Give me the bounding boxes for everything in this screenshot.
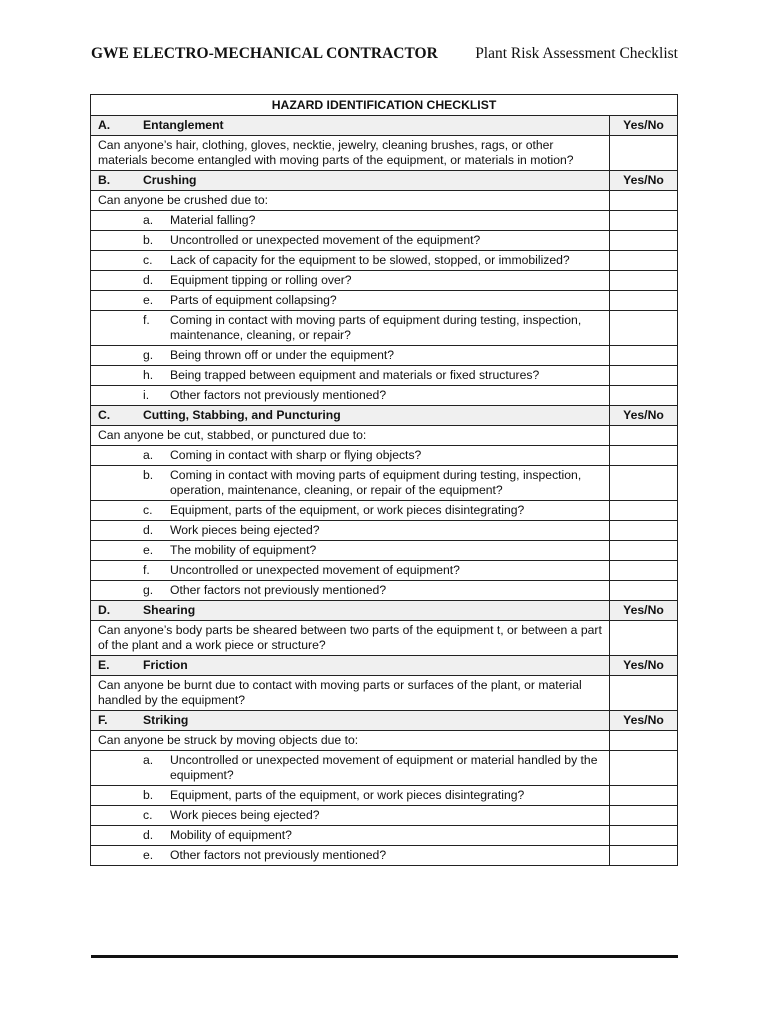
- item-letter: g.: [143, 583, 154, 597]
- answer-cell[interactable]: [610, 271, 678, 291]
- item-text: Being thrown off or under the equipment?: [170, 348, 395, 362]
- answer-cell[interactable]: [610, 581, 678, 601]
- section-heading: [91, 116, 610, 136]
- checklist-item-row: [91, 751, 678, 786]
- answer-label: Yes/No: [610, 116, 678, 136]
- answer-cell[interactable]: [610, 676, 678, 711]
- answer-cell[interactable]: [610, 806, 678, 826]
- answer-cell[interactable]: [610, 826, 678, 846]
- section-letter: A.: [98, 118, 111, 132]
- item-text: Uncontrolled or unexpected movement of equipment or material handled by the equipment?: [170, 753, 598, 782]
- checklist-item-content: [98, 583, 602, 598]
- item-text: Lack of capacity for the equipment to be slowed, stopped, or immobilized?: [170, 253, 570, 267]
- answer-cell[interactable]: [610, 731, 678, 751]
- checklist-item: [91, 846, 610, 866]
- checklist-item-content: [98, 848, 602, 863]
- item-letter: a.: [143, 753, 154, 767]
- checklist-item-row: [91, 541, 678, 561]
- checklist-item-row: [91, 826, 678, 846]
- question-row: [91, 676, 678, 711]
- item-text: Being trapped between equipment and materials or fixed structures?: [170, 368, 540, 382]
- question-row: [91, 136, 678, 171]
- footer-rule: [91, 955, 678, 958]
- checklist-item: [91, 581, 610, 601]
- checklist-item-content: [98, 388, 602, 403]
- checklist-item-content: [98, 253, 602, 268]
- item-letter: b.: [143, 233, 154, 247]
- item-letter: c.: [143, 253, 153, 267]
- checklist-item-row: [91, 311, 678, 346]
- checklist-item-content: [98, 808, 602, 823]
- checklist-item-content: [98, 563, 602, 578]
- item-letter: d.: [143, 273, 154, 287]
- checklist-item-content: [98, 213, 602, 228]
- checklist-item-content: [98, 753, 602, 783]
- answer-cell[interactable]: [610, 751, 678, 786]
- checklist-item-row: [91, 561, 678, 581]
- section-header-row: [91, 116, 678, 136]
- checklist-item-content: [98, 313, 602, 343]
- checklist-item-row: [91, 231, 678, 251]
- section-header-row: [91, 171, 678, 191]
- checklist-item-row: [91, 291, 678, 311]
- section-heading: [91, 656, 610, 676]
- question-text: Can anyone be burnt due to contact with moving parts or surfaces of the plant, or material handled by the equipment?: [91, 676, 610, 711]
- answer-cell[interactable]: [610, 446, 678, 466]
- section-heading: [91, 171, 610, 191]
- checklist-item: [91, 251, 610, 271]
- answer-cell[interactable]: [610, 426, 678, 446]
- checklist-item: [91, 231, 610, 251]
- item-letter: a.: [143, 213, 154, 227]
- checklist-item-row: [91, 581, 678, 601]
- item-letter: c.: [143, 503, 153, 517]
- item-text: Uncontrolled or unexpected movement of the equipment?: [170, 233, 481, 247]
- item-letter: g.: [143, 348, 154, 362]
- answer-cell[interactable]: [610, 251, 678, 271]
- answer-cell[interactable]: [610, 501, 678, 521]
- answer-label: Yes/No: [610, 656, 678, 676]
- answer-cell[interactable]: [610, 231, 678, 251]
- table-title-row: [91, 95, 678, 116]
- section-heading: [91, 601, 610, 621]
- item-text: Other factors not previously mentioned?: [170, 583, 387, 597]
- company-name: GWE ELECTRO-MECHANICAL CONTRACTOR: [91, 45, 438, 62]
- checklist-item-row: [91, 386, 678, 406]
- checklist-item: [91, 751, 610, 786]
- checklist-item: [91, 346, 610, 366]
- answer-cell[interactable]: [610, 291, 678, 311]
- answer-label: Yes/No: [610, 601, 678, 621]
- item-letter: f.: [143, 313, 150, 327]
- checklist-item: [91, 446, 610, 466]
- item-text: Coming in contact with moving parts of equipment during testing, inspection, maintenance, cleaning, or repair?: [170, 313, 582, 342]
- table-title: HAZARD IDENTIFICATION CHECKLIST: [91, 95, 678, 116]
- item-letter: i.: [143, 388, 150, 402]
- section-letter: C.: [98, 408, 111, 422]
- checklist-item: [91, 271, 610, 291]
- item-text: Other factors not previously mentioned?: [170, 848, 387, 862]
- section-title: Striking: [143, 713, 189, 727]
- question-row: [91, 191, 678, 211]
- item-text: Work pieces being ejected?: [170, 523, 320, 537]
- page-header: [91, 45, 678, 63]
- checklist-item-row: [91, 251, 678, 271]
- section-title: Entanglement: [143, 118, 224, 132]
- checklist-item: [91, 386, 610, 406]
- checklist-item-content: [98, 233, 602, 248]
- checklist-item-content: [98, 448, 602, 463]
- question-row: [91, 731, 678, 751]
- checklist-item-row: [91, 366, 678, 386]
- checklist-item-content: [98, 543, 602, 558]
- section-heading: [91, 711, 610, 731]
- item-text: Coming in contact with moving parts of equipment during testing, inspection, operation, maintenance, cleaning, or repair of the equipment?: [170, 468, 582, 497]
- checklist-item: [91, 211, 610, 231]
- checklist-item-content: [98, 348, 602, 363]
- section-title: Cutting, Stabbing, and Puncturing: [143, 408, 341, 422]
- item-letter: f.: [143, 563, 150, 577]
- question-text: Can anyone’s hair, clothing, gloves, necktie, jewelry, cleaning brushes, rags, or other materials become entangled with moving parts of the equipment, or materials in motion?: [91, 136, 610, 171]
- item-letter: e.: [143, 848, 154, 862]
- checklist-item: [91, 466, 610, 501]
- checklist-item-row: [91, 521, 678, 541]
- checklist-item-content: [98, 788, 602, 803]
- item-text: Equipment, parts of the equipment, or work pieces disintegrating?: [170, 503, 525, 517]
- question-text: Can anyone’s body parts be sheared between two parts of the equipment t, or between a part of the plant and a work piece or structure?: [91, 621, 610, 656]
- checklist-body: [91, 95, 678, 866]
- answer-cell[interactable]: [610, 621, 678, 656]
- checklist-item-row: [91, 271, 678, 291]
- checklist-item-row: [91, 846, 678, 866]
- checklist-item-row: [91, 211, 678, 231]
- checklist-item-content: [98, 828, 602, 843]
- item-text: Material falling?: [170, 213, 256, 227]
- checklist-item: [91, 311, 610, 346]
- item-letter: d.: [143, 828, 154, 842]
- checklist-item: [91, 541, 610, 561]
- checklist-item: [91, 806, 610, 826]
- section-title: Crushing: [143, 173, 197, 187]
- answer-cell[interactable]: [610, 346, 678, 366]
- question-text: Can anyone be struck by moving objects due to:: [91, 731, 610, 751]
- section-heading: [91, 406, 610, 426]
- answer-cell[interactable]: [610, 366, 678, 386]
- section-header-row: [91, 656, 678, 676]
- answer-cell[interactable]: [610, 561, 678, 581]
- item-text: Coming in contact with sharp or flying objects?: [170, 448, 422, 462]
- item-letter: a.: [143, 448, 154, 462]
- answer-cell[interactable]: [610, 466, 678, 501]
- item-text: Mobility of equipment?: [170, 828, 292, 842]
- item-letter: h.: [143, 368, 154, 382]
- checklist-item-content: [98, 368, 602, 383]
- checklist-item-content: [98, 523, 602, 538]
- item-text: Work pieces being ejected?: [170, 808, 320, 822]
- answer-cell[interactable]: [610, 311, 678, 346]
- checklist-item-row: [91, 786, 678, 806]
- answer-cell[interactable]: [610, 521, 678, 541]
- answer-label: Yes/No: [610, 171, 678, 191]
- item-letter: e.: [143, 543, 154, 557]
- answer-cell[interactable]: [610, 786, 678, 806]
- checklist-item: [91, 501, 610, 521]
- answer-cell[interactable]: [610, 846, 678, 866]
- item-text: The mobility of equipment?: [170, 543, 317, 557]
- item-text: Equipment tipping or rolling over?: [170, 273, 352, 287]
- checklist-item: [91, 786, 610, 806]
- item-letter: c.: [143, 808, 153, 822]
- section-header-row: [91, 601, 678, 621]
- answer-cell[interactable]: [610, 191, 678, 211]
- hazard-checklist-table: [90, 94, 678, 866]
- checklist-item: [91, 561, 610, 581]
- question-row: [91, 426, 678, 446]
- answer-cell[interactable]: [610, 386, 678, 406]
- checklist-item: [91, 366, 610, 386]
- item-letter: b.: [143, 788, 154, 802]
- answer-cell[interactable]: [610, 211, 678, 231]
- section-letter: B.: [98, 173, 111, 187]
- checklist-item-row: [91, 466, 678, 501]
- question-text: Can anyone be crushed due to:: [91, 191, 610, 211]
- section-title: Friction: [143, 658, 188, 672]
- section-header-row: [91, 406, 678, 426]
- checklist-item-row: [91, 806, 678, 826]
- checklist-item-content: [98, 468, 602, 498]
- item-letter: e.: [143, 293, 154, 307]
- section-header-row: [91, 711, 678, 731]
- item-text: Parts of equipment collapsing?: [170, 293, 337, 307]
- item-text: Other factors not previously mentioned?: [170, 388, 387, 402]
- checklist-item-content: [98, 273, 602, 288]
- item-letter: d.: [143, 523, 154, 537]
- checklist-item: [91, 826, 610, 846]
- section-letter: D.: [98, 603, 111, 617]
- answer-cell[interactable]: [610, 136, 678, 171]
- answer-cell[interactable]: [610, 541, 678, 561]
- answer-label: Yes/No: [610, 406, 678, 426]
- section-letter: E.: [98, 658, 110, 672]
- document-title: Plant Risk Assessment Checklist: [475, 45, 678, 62]
- item-text: Equipment, parts of the equipment, or work pieces disintegrating?: [170, 788, 525, 802]
- question-text: Can anyone be cut, stabbed, or punctured due to:: [91, 426, 610, 446]
- checklist-item-row: [91, 346, 678, 366]
- checklist-item-row: [91, 446, 678, 466]
- question-row: [91, 621, 678, 656]
- item-letter: b.: [143, 468, 154, 482]
- section-title: Shearing: [143, 603, 196, 617]
- checklist-item-row: [91, 501, 678, 521]
- checklist-item-content: [98, 293, 602, 308]
- checklist-item: [91, 291, 610, 311]
- section-letter: F.: [98, 713, 108, 727]
- answer-label: Yes/No: [610, 711, 678, 731]
- item-text: Uncontrolled or unexpected movement of equipment?: [170, 563, 460, 577]
- checklist-item: [91, 521, 610, 541]
- checklist-item-content: [98, 503, 602, 518]
